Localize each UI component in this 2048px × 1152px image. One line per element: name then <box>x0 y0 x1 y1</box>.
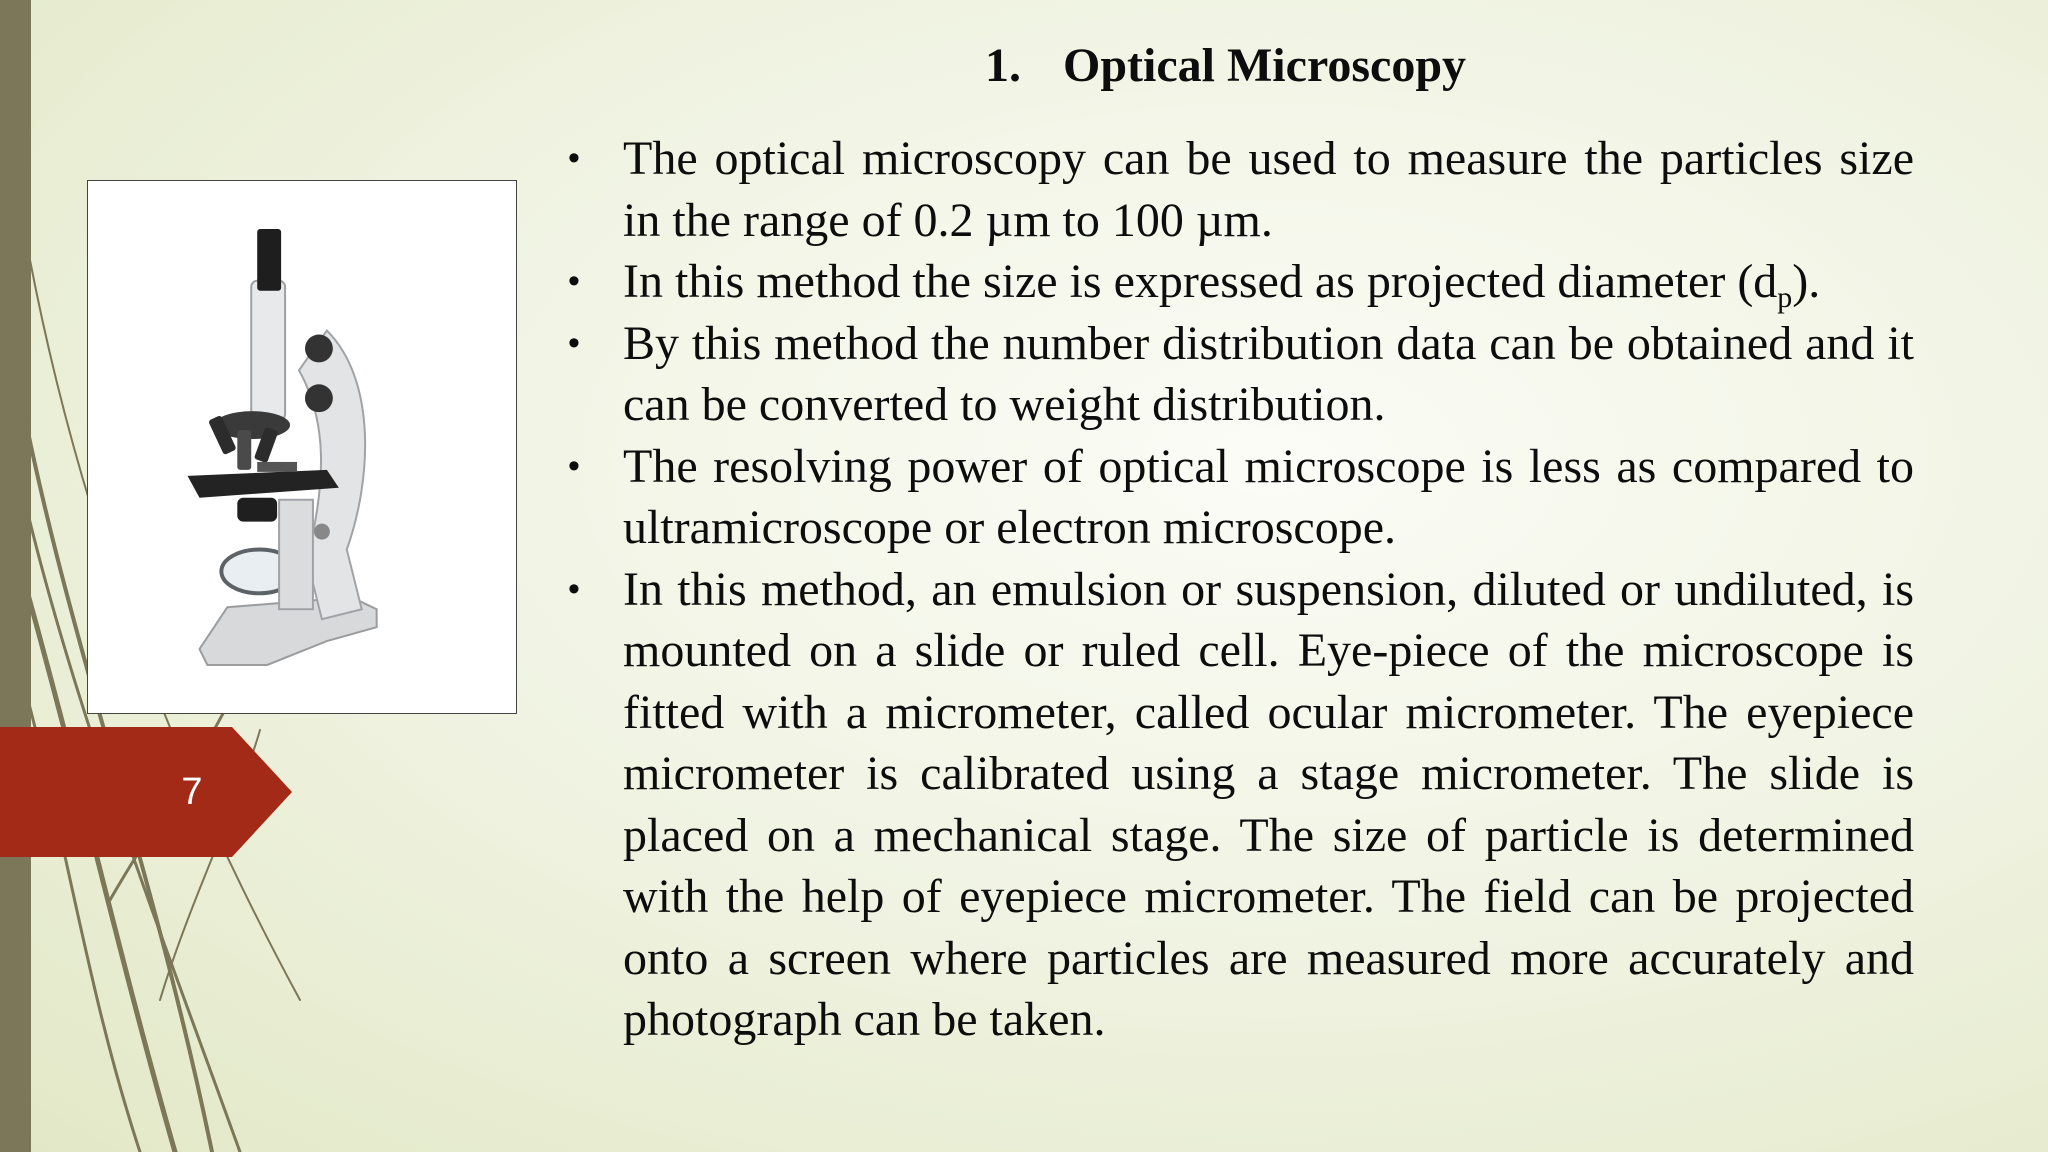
page-number: 7 <box>181 771 203 813</box>
title-text: Optical Microscopy <box>1063 39 1467 92</box>
slide-title <box>985 38 1466 93</box>
bullet-text: The resolving power of optical microscope is less as compared to ultramicroscope or electron microscope. <box>623 439 1914 554</box>
bullet-list <box>563 128 1914 1051</box>
microscope-icon <box>88 181 516 713</box>
bullet-item <box>563 559 1914 1051</box>
bullet-text: By this method the number distribution data can be obtained and it can be converted to weight distribution. <box>623 316 1914 431</box>
bullet-item <box>563 436 1914 559</box>
bullet-icon: • <box>568 139 580 177</box>
bullet-text: The optical microscopy can be used to measure the particles size in the range of 0.2 µm to 100 µm. <box>623 132 1914 247</box>
bullet-icon: • <box>568 446 580 485</box>
title-number: 1. <box>985 39 1021 92</box>
bullet-icon: • <box>568 569 580 608</box>
bullet-icon: • <box>568 262 580 300</box>
bullet-icon: • <box>568 323 580 362</box>
page-number-tag <box>0 727 295 857</box>
bullet-item <box>563 251 1914 313</box>
bullet-text: In this method, an emulsion or suspension, diluted or undiluted, is mounted on a slide or ruled cell. Eye-piece of the microscope is fitted with a micrometer, called ocular micrometer. The eyepiece micrometer is calibrated using a stage micrometer. The slide is placed on a mechanical stage. The size of particle is determined with the help of eyepiece micrometer. The field can be projected onto a screen where particles are measured more accurately and photograph can be taken. <box>623 562 1914 1046</box>
subscript: p <box>1777 281 1793 314</box>
bullet-item <box>563 313 1914 436</box>
microscope-photo <box>87 180 517 714</box>
bullet-item <box>563 128 1914 251</box>
bullet-text: In this method the size is expressed as projected diameter $(d_p)$. <box>623 255 1821 314</box>
